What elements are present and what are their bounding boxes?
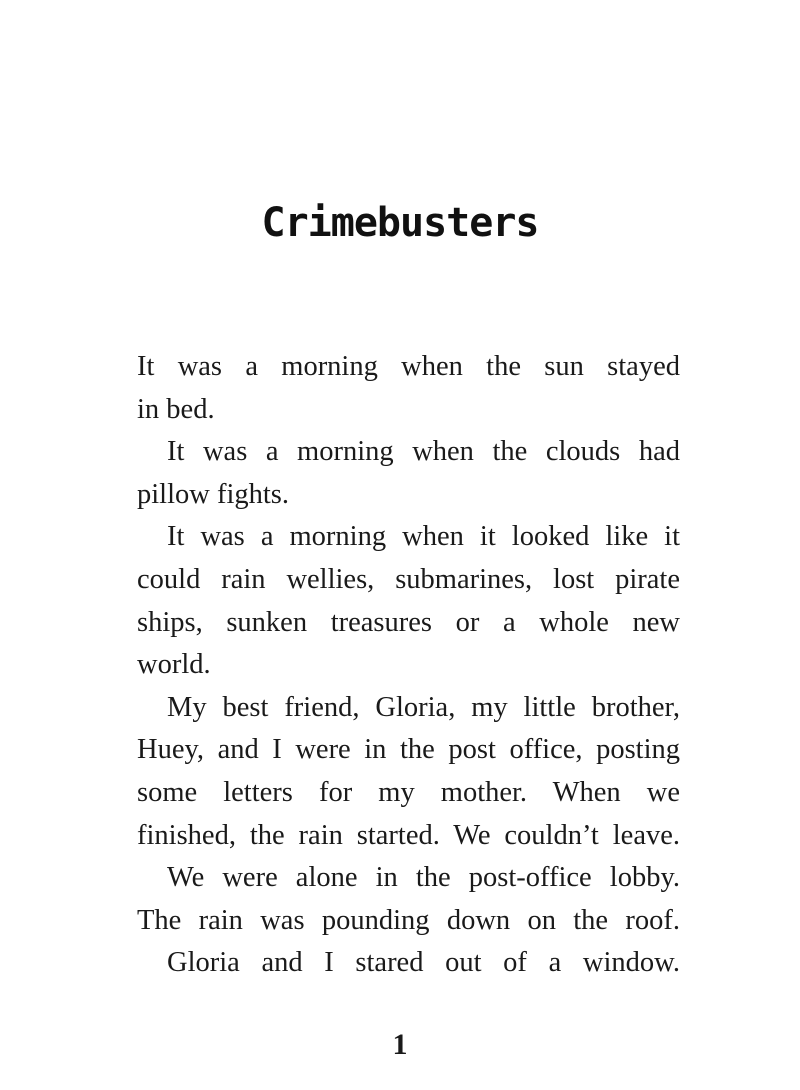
chapter-title: Crimebusters	[261, 200, 539, 246]
text-line: It was a morning when the sun stayed	[137, 351, 680, 382]
page-number: 1	[392, 1028, 408, 1061]
text-line: It was a morning when the clouds had	[167, 436, 680, 468]
text-line: finished, the rain started. We couldn’t leave.	[137, 819, 680, 851]
text-line: Huey, and I were in the post office, posting	[137, 734, 680, 766]
text-line: pillow fights.	[137, 478, 290, 510]
text-line: Gloria and I stared out of a window.	[167, 947, 680, 979]
text-line: could rain wellies, submarines, lost pirate	[137, 563, 680, 595]
text-line: world.	[137, 649, 211, 681]
text-line: in bed.	[137, 393, 215, 425]
text-line: The rain was pounding down on the roof.	[137, 904, 680, 936]
chapter-body	[137, 346, 680, 985]
text-line: some letters for my mother. When we	[137, 776, 680, 808]
text-line: We were alone in the post-office lobby.	[167, 862, 680, 894]
text-line: ships, sunken treasures or a whole new	[137, 606, 680, 638]
text-line: It was a morning when it looked like it	[167, 521, 680, 553]
text-line: My best friend, Gloria, my little brother,	[167, 691, 680, 723]
